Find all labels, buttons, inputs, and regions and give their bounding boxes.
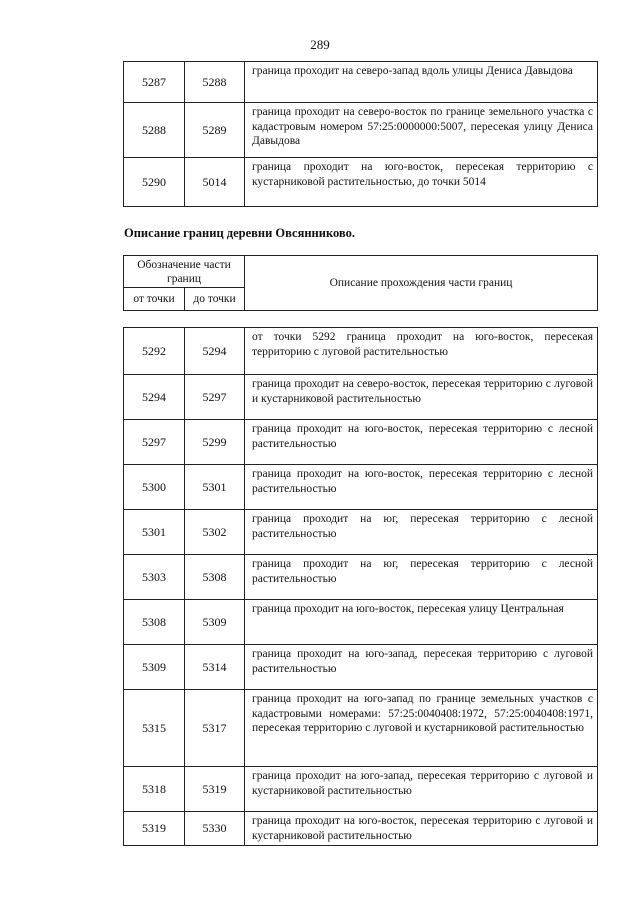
to-point: 5297 — [185, 375, 245, 420]
from-point: 5301 — [124, 510, 185, 555]
boundary-description: граница проходит на юго-восток, пересекая территорию с луговой и кустарниковой растительностью — [245, 812, 598, 846]
table-row — [124, 328, 598, 375]
from-point: 5319 — [124, 812, 185, 846]
table-row — [124, 812, 598, 846]
from-point: 5318 — [124, 767, 185, 812]
table-row — [124, 510, 598, 555]
boundary-table — [123, 327, 598, 846]
boundary-description: граница проходит на юг, пересекая территорию с лесной растительностью — [245, 555, 598, 600]
to-point: 5299 — [185, 420, 245, 465]
to-point: 5308 — [185, 555, 245, 600]
section-title: Описание границ деревни Овсянниково. — [124, 226, 355, 240]
to-point: 5317 — [185, 690, 245, 767]
table-row — [124, 375, 598, 420]
table-row — [124, 62, 598, 103]
to-point: 5294 — [185, 328, 245, 375]
table-row — [124, 420, 598, 465]
to-point: 5309 — [185, 600, 245, 645]
table-row — [124, 600, 598, 645]
table-row — [124, 645, 598, 690]
page-number: 289 — [310, 37, 330, 52]
table-row — [124, 767, 598, 812]
to-point: 5288 — [185, 62, 245, 103]
to-point: 5302 — [185, 510, 245, 555]
table-row — [124, 158, 598, 207]
to-point: 5319 — [185, 767, 245, 812]
to-point: 5289 — [185, 103, 245, 158]
to-point: 5314 — [185, 645, 245, 690]
from-point: 5303 — [124, 555, 185, 600]
from-point: 5315 — [124, 690, 185, 767]
from-point: 5300 — [124, 465, 185, 510]
table-row — [124, 555, 598, 600]
from-point: 5297 — [124, 420, 185, 465]
boundary-table-header — [123, 255, 598, 311]
boundary-table-continued — [123, 61, 598, 207]
boundary-description: граница проходит на юго-восток, пересекая территорию с кустарниковой растительностью, до точки 5014 — [245, 158, 598, 207]
boundary-description: граница проходит на юго-восток, пересекая улицу Центральная — [245, 600, 598, 645]
from-point: 5292 — [124, 328, 185, 375]
from-point: 5308 — [124, 600, 185, 645]
from-point: 5294 — [124, 375, 185, 420]
table-row — [124, 103, 598, 158]
table-row — [124, 465, 598, 510]
from-point: 5309 — [124, 645, 185, 690]
from-point: 5290 — [124, 158, 185, 207]
to-point-header: до точки — [185, 288, 245, 311]
from-point: 5287 — [124, 62, 185, 103]
boundary-description: граница проходит на юго-запад, пересекая территорию с луговой и кустарниковой растительностью — [245, 767, 598, 812]
from-point: 5288 — [124, 103, 185, 158]
from-point-header: от точки — [124, 288, 185, 311]
to-point: 5330 — [185, 812, 245, 846]
boundary-description: граница проходит на юг, пересекая территорию с лесной растительностью — [245, 510, 598, 555]
boundary-description: граница проходит на юго-запад, пересекая территорию с луговой растительностью — [245, 645, 598, 690]
table-row — [124, 690, 598, 767]
designation-header: Обозначение части границ — [124, 256, 245, 288]
boundary-description: от точки 5292 граница проходит на юго-восток, пересекая территорию с луговой растительностью — [245, 328, 598, 375]
boundary-description: граница проходит на юго-восток, пересекая территорию с лесной растительностью — [245, 465, 598, 510]
boundary-description: граница проходит на юго-восток, пересекая территорию с лесной растительностью — [245, 420, 598, 465]
description-header: Описание прохождения части границ — [245, 256, 598, 311]
boundary-description: граница проходит на юго-запад по границе земельных участков с кадастровыми номерами: 57:25:0040408:1972, 57:25:0040408:1971, пересекая территорию с луговой и кустарниковой растительностью — [245, 690, 598, 767]
boundary-description: граница проходит на северо-восток по границе земельного участка с кадастровым номером 57:25:0000000:5007, пересекая улицу Дениса Давыдова — [245, 103, 598, 158]
to-point: 5014 — [185, 158, 245, 207]
boundary-description: граница проходит на северо-восток, пересекая территорию с луговой и кустарниковой растительностью — [245, 375, 598, 420]
boundary-description: граница проходит на северо-запад вдоль улицы Дениса Давыдова — [245, 62, 598, 103]
to-point: 5301 — [185, 465, 245, 510]
